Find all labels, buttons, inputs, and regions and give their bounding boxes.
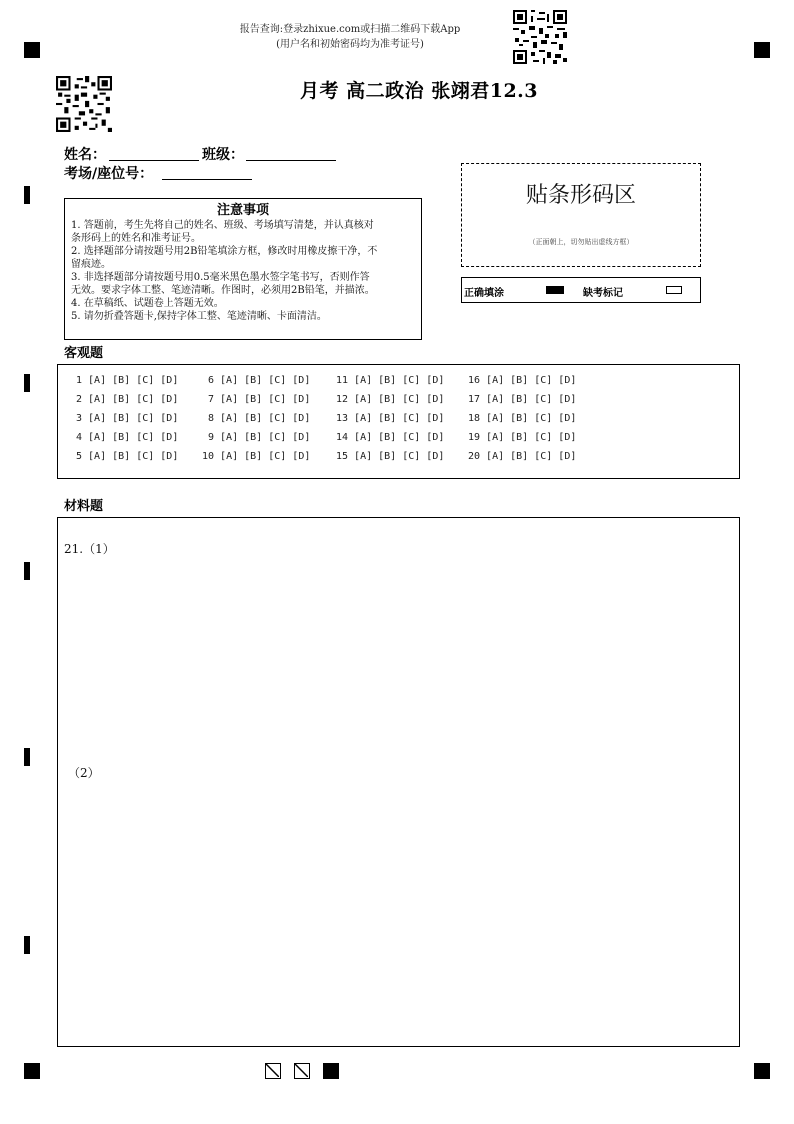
objective-question-6[interactable]: 6 [A] [B] [C] [D] [208,375,311,386]
barcode-area[interactable] [461,163,701,267]
objective-question-12[interactable]: 12 [A] [B] [C] [D] [336,394,445,405]
class-label: 班级： [202,147,244,163]
notice-line: 1. 答题前，考生先将自己的姓名、班级、考场填写清楚，并认真核对 [71,220,374,231]
objective-question-7[interactable]: 7 [A] [B] [C] [D] [208,394,311,405]
objective-question-16[interactable]: 16 [A] [B] [C] [D] [468,375,577,386]
position-mark-icon [24,374,30,392]
page-code-square-icon [294,1063,310,1079]
objective-question-15[interactable]: 15 [A] [B] [C] [D] [336,451,445,462]
seat-field[interactable] [162,179,252,180]
notice-line: 5. 请勿折叠答题卡,保持字体工整、笔迹清晰、卡面清洁。 [71,311,327,322]
fill-legend [461,277,701,303]
notice-line: 3. 非选择题部分请按题号用0.5毫米黑色墨水签字笔书写，否则作答 [71,272,370,283]
position-mark-icon [24,936,30,954]
objective-question-17[interactable]: 17 [A] [B] [C] [D] [468,394,577,405]
absent-mark-checkbox[interactable] [666,286,682,294]
qr-code-icon [513,10,567,64]
notice-box [64,198,422,340]
objective-question-11[interactable]: 11 [A] [B] [C] [D] [336,375,445,386]
report-query-line-1: 报告查询:登录zhixue.com或扫描二维码下载App [239,24,461,35]
class-field[interactable] [246,160,336,161]
objective-question-19[interactable]: 19 [A] [B] [C] [D] [468,432,577,443]
objective-question-4[interactable]: 4 [A] [B] [C] [D] [76,432,179,443]
barcode-area-hint: （正面朝上，切勿贴出虚线方框） [528,238,634,246]
name-field[interactable] [109,160,199,161]
position-mark-icon [754,1063,770,1079]
correct-fill-sample-icon [546,286,564,294]
page-code-square-icon [265,1063,281,1079]
page-title: 月考 高二政治 张翊君12.3 [300,80,539,102]
correct-fill-label: 正确填涂 [464,288,504,299]
notice-line: 条形码上的姓名和准考证号。 [71,233,201,244]
objective-question-8[interactable]: 8 [A] [B] [C] [D] [208,413,311,424]
position-mark-icon [24,42,40,58]
seat-label: 考场/座位号： [64,166,154,182]
report-query-note [180,22,520,52]
position-mark-icon [754,42,770,58]
notice-line: 4. 在草稿纸、试题卷上答题无效。 [71,298,224,309]
objective-question-1[interactable]: 1 [A] [B] [C] [D] [76,375,179,386]
objective-question-10[interactable]: 10 [A] [B] [C] [D] [202,451,311,462]
objective-question-18[interactable]: 18 [A] [B] [C] [D] [468,413,577,424]
qr-code-icon [56,76,112,132]
absent-mark-label: 缺考标记 [583,288,623,299]
position-mark-icon [24,1063,40,1079]
notice-title: 注意事项 [216,203,269,218]
page-code-square-icon [323,1063,339,1079]
objective-question-20[interactable]: 20 [A] [B] [C] [D] [468,451,577,462]
objective-section-label: 客观题 [64,346,104,361]
objective-answer-box [57,364,740,479]
objective-question-13[interactable]: 13 [A] [B] [C] [D] [336,413,445,424]
objective-question-5[interactable]: 5 [A] [B] [C] [D] [76,451,179,462]
question-21-part-1-label: 21.（1） [64,542,115,556]
report-query-line-2: (用户名和初始密码均为准考证号) [276,39,424,50]
notice-line: 2. 选择题部分请按题号用2B铅笔填涂方框，修改时用橡皮擦干净，不 [71,246,378,257]
material-answer-box[interactable] [57,517,740,1047]
question-21-part-2-label: （2） [68,766,100,780]
position-mark-icon [24,186,30,204]
position-mark-icon [24,562,30,580]
material-section-label: 材料题 [64,499,104,514]
objective-question-2[interactable]: 2 [A] [B] [C] [D] [76,394,179,405]
notice-line: 留痕迹。 [71,259,111,270]
objective-question-3[interactable]: 3 [A] [B] [C] [D] [76,413,179,424]
notice-line: 无效。要求字体工整、笔迹清晰。作图时，必须用2B铅笔，并描浓。 [71,285,375,296]
position-mark-icon [24,748,30,766]
name-label: 姓名： [64,147,106,163]
objective-question-9[interactable]: 9 [A] [B] [C] [D] [208,432,311,443]
objective-question-14[interactable]: 14 [A] [B] [C] [D] [336,432,445,443]
barcode-area-title: 贴条形码区 [525,183,636,208]
